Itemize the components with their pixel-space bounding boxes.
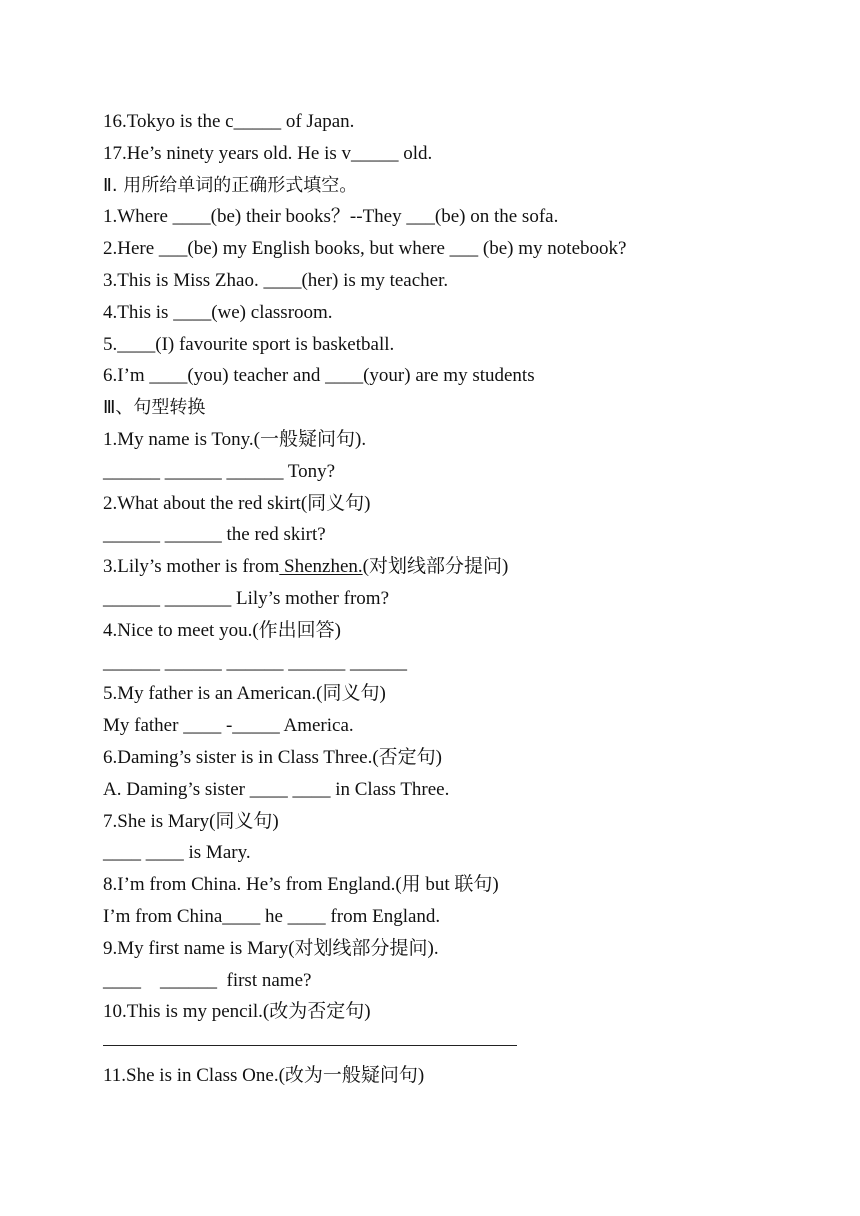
s3-answer-3: ______ _______ Lily’s mother from? [103,587,390,609]
s3-question-10: 10.This is my pencil.(改为否定句) [103,1001,371,1023]
s3-question-11: 11.She is in Class One.(改为一般疑问句) [103,1064,425,1086]
section-3-heading: Ⅲ、句型转换 [103,397,206,419]
s3-answer-1: ______ ______ ______ Tony? [103,460,336,482]
s2-question-5: 5.____(I) favourite sport is basketball. [103,333,395,355]
s2-question-1: 1.Where ____(be) their books？--They ___(be) on the sofa. [103,206,559,228]
s3-q3-underlined: Shenzhen. [279,556,363,578]
s3-answer-10-blank [103,1028,803,1060]
s3-question-3 [103,551,803,583]
answer-rule [103,1044,517,1046]
s3-answer-2: ______ ______ the red skirt? [103,524,326,546]
s3-q3-post: (对划线部分提问) [362,556,509,578]
s2-question-2: 2.Here ___(be) my English books, but where ___ (be) my notebook? [103,238,627,260]
question-17: 17.He’s ninety years old. He is v_____ old. [103,142,433,164]
s3-q3-pre: 3.Lily’s mother is from [103,556,280,578]
question-16: 16.Tokyo is the c_____ of Japan. [103,111,355,132]
s3-answer-6: A. Daming’s sister ____ ____ in Class Three. [103,778,450,800]
s2-question-4: 4.This is ____(we) classroom. [103,301,333,323]
s3-question-4: 4.Nice to meet you.(作出回答) [103,619,341,641]
s3-answer-5: My father ____ -_____ America. [103,715,354,737]
s3-question-5: 5.My father is an American.(同义句) [103,683,386,705]
s3-question-8: 8.I’m from China. He’s from England.(用 but 联句) [103,874,499,896]
s3-answer-4: ______ ______ ______ ______ ______ [103,651,407,673]
worksheet-page [103,106,803,1092]
s3-answer-8: I’m from China____ he ____ from England. [103,905,441,927]
s2-question-6: 6.I’m ____(you) teacher and ____(your) are my students [103,365,535,387]
s3-question-9: 9.My first name is Mary(对划线部分提问). [103,937,439,959]
s3-question-1: 1.My name is Tony.(一般疑问句). [103,428,367,450]
s3-answer-7: ____ ____ is Mary. [103,842,251,864]
s3-question-2: 2.What about the red skirt(同义句) [103,492,371,514]
s3-answer-9: ____ ______ first name? [103,969,312,991]
section-2-heading: Ⅱ. 用所给单词的正确形式填空。 [103,174,358,196]
s3-question-6: 6.Daming’s sister is in Class Three.(否定句) [103,746,442,768]
s2-question-3: 3.This is Miss Zhao. ____(her) is my teacher. [103,269,449,291]
s3-question-7: 7.She is Mary(同义句) [103,810,279,832]
